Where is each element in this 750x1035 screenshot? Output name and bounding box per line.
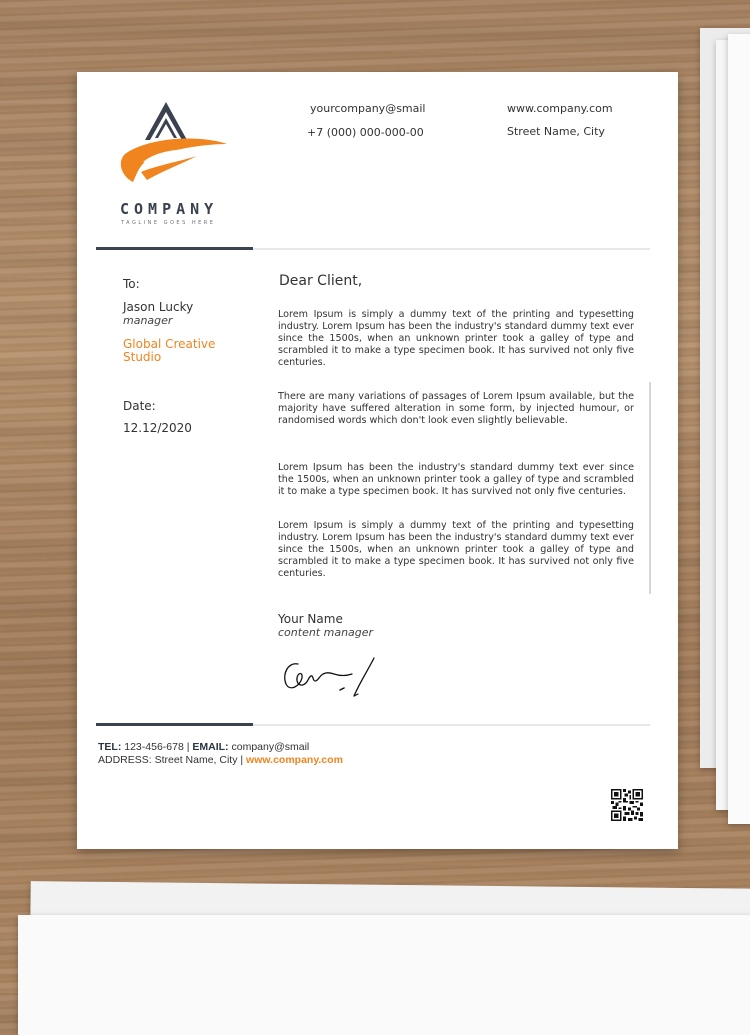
header-street: Street Name, City [507,125,605,138]
footer-divider-light [253,724,650,726]
letter-paragraph: Lorem Ipsum is simply a dummy text of the printing and typesetting industry. Lorem Ipsum has been the industry's standard dummy text ever since the 1500s, when an unknown printer took a galley of type and scrambled it to make a type specimen book. It has survived not only five centuries. [278,520,634,580]
sender-role: content manager [278,626,374,639]
footer-separator: | [240,754,244,766]
footer-separator: | [186,741,190,753]
recipient-company: Global Creative Studio [123,337,216,364]
header-website: www.company.com [507,102,613,115]
letter-greeting: Dear Client, [279,273,363,289]
footer-email: company@smail [231,741,310,753]
footer-address: Street Name, City [154,754,238,766]
footer-tel-label: TEL: [98,741,122,753]
qr-code-icon [611,789,643,821]
letterhead-document [77,72,678,849]
header-divider-dark [96,247,253,250]
letter-paragraph: Lorem Ipsum has been the industry's standard dummy text ever since the 1500s, when an unknown printer took a galley of type and scrambled it to make a type specimen book. It has survived not only five centuries. [278,462,634,498]
date-value: 12.12/2020 [123,421,192,435]
recipient-role: manager [123,314,173,327]
header-email: yourcompany@smail [310,102,426,115]
letter-paragraph: Lorem Ipsum is simply a dummy text of the printing and typesetting industry. Lorem Ipsum has been the industry's standard dummy text ever since the 1500s, when an unknown printer took a galley of type and scrambled it to make a type specimen book. It has survived not only five centuries. [278,309,634,369]
vertical-divider [649,382,651,594]
footer-tel: 123-456-678 [124,741,184,753]
letter-paragraph: There are many variations of passages of Lorem Ipsum available, but the majority have suffered alteration in some form, by injected humour, or randomised words which don't look even slightly believable. [278,391,634,427]
to-label: To: [123,277,140,291]
date-label: Date: [123,399,156,413]
header-phone: +7 (000) 000-000-00 [307,126,424,139]
background-paper-sheet [18,915,750,1035]
signature-icon [280,650,380,700]
footer-contact-line [98,741,309,753]
footer-address-line [98,754,343,766]
footer-email-label: EMAIL: [192,741,229,753]
company-tagline: TAGLINE GOES HERE [121,220,216,226]
background-paper-sheet [728,34,750,824]
header-divider-light [253,248,650,250]
footer-address-label: ADDRESS: [98,754,152,766]
recipient-name: Jason Lucky [123,300,194,314]
footer-divider-dark [96,723,253,726]
sender-name: Your Name [278,612,343,626]
company-name: COMPANY [120,200,219,218]
footer-website: www.company.com [246,754,343,766]
